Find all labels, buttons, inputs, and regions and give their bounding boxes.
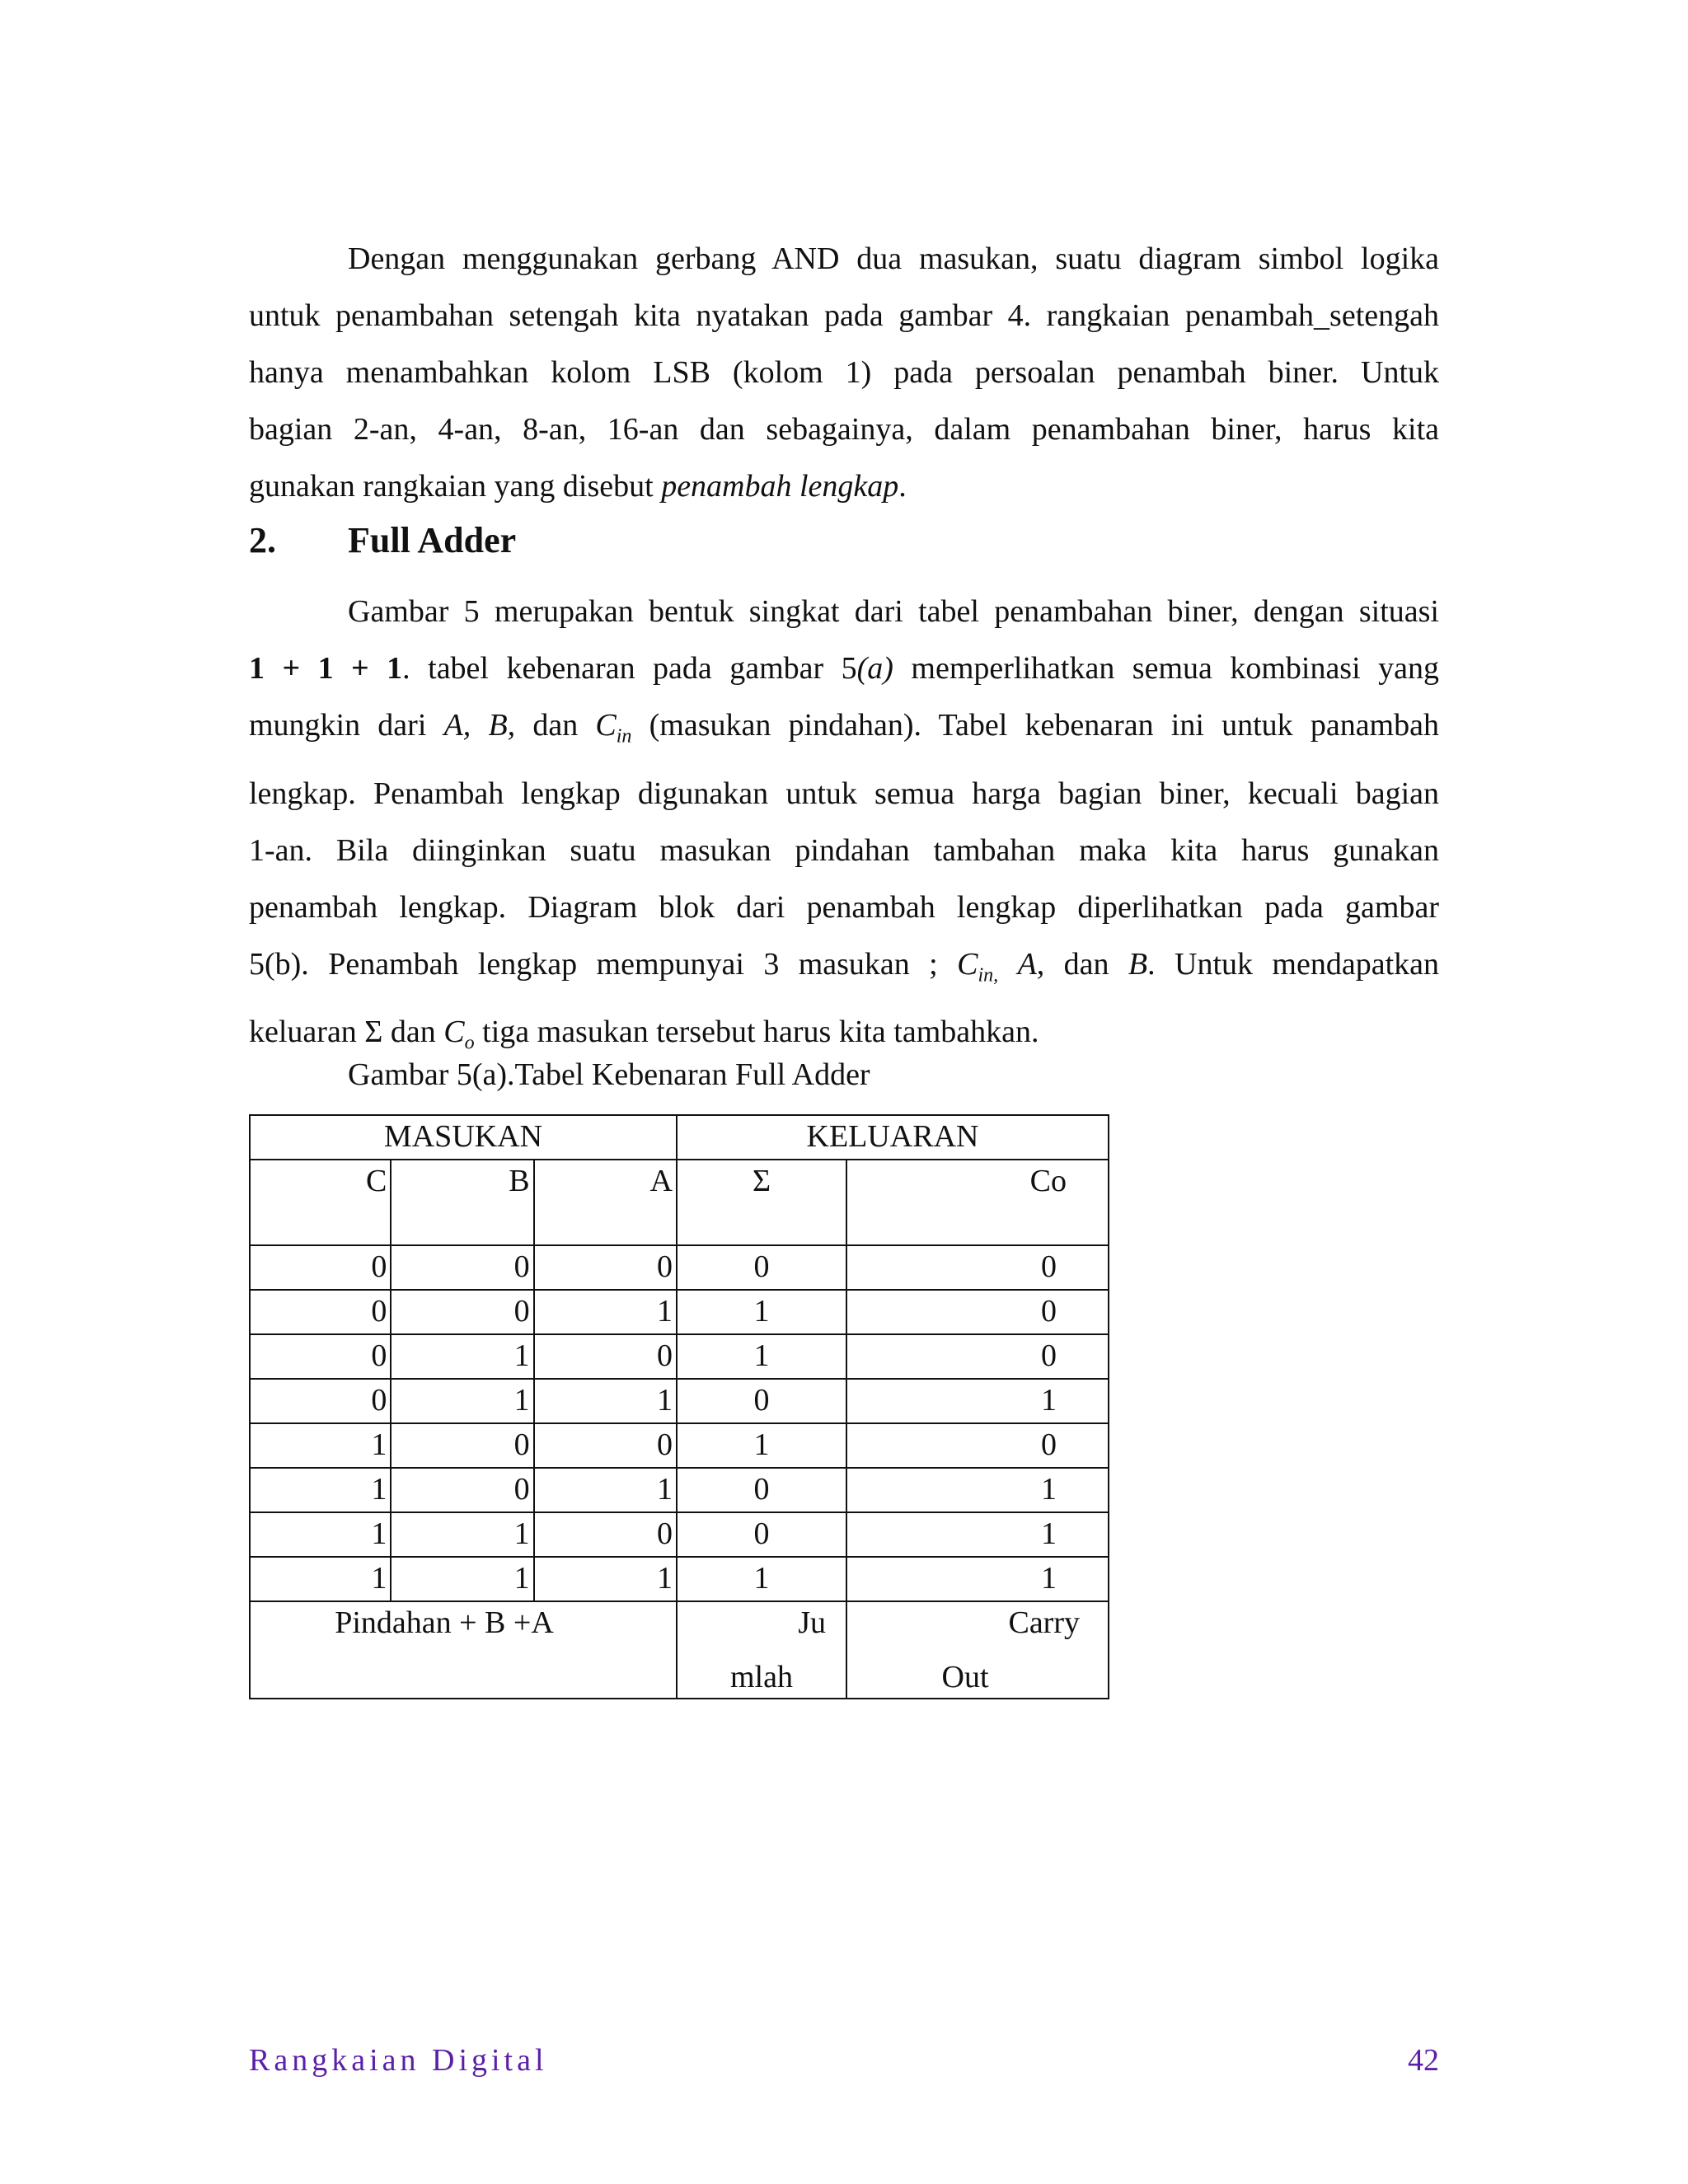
header-a: A: [534, 1160, 677, 1245]
table-caption: Gambar 5(a).Tabel Kebenaran Full Adder: [348, 1057, 870, 1092]
header-b: B: [391, 1160, 533, 1245]
footer-carry-line1: Carry: [1008, 1605, 1080, 1640]
italic-term: A, B,: [443, 708, 516, 743]
cell-sum: 1: [677, 1290, 846, 1334]
cell-a: 0: [534, 1512, 677, 1557]
cell-b: 0: [391, 1468, 533, 1512]
paragraph-line: 1-an. Bila diinginkan suatu masukan pindahan tambahan maka kita harus gunakan: [249, 832, 1439, 868]
table-header-row: [250, 1160, 1109, 1245]
footer-book-title: Rangkaian Digital: [249, 2043, 548, 2078]
cell-carry: 0: [846, 1334, 1109, 1379]
table-row: [250, 1468, 1109, 1512]
cell-c: 1: [250, 1468, 391, 1512]
cell-sum: 0: [677, 1512, 846, 1557]
text-run: , dan: [1036, 946, 1128, 982]
paragraph-line: untuk penambahan setengah kita nyatakan pada gambar 4. rangkaian penambah_setengah: [249, 298, 1439, 333]
paragraph-line: [249, 936, 1439, 1005]
cell-c: 0: [250, 1290, 391, 1334]
italic-term: B: [1128, 946, 1148, 982]
paragraph-line: [249, 697, 1439, 766]
cell-b: 1: [391, 1334, 533, 1379]
cell-b: 1: [391, 1379, 533, 1423]
section-title: Full Adder: [348, 520, 517, 560]
subscript: in: [616, 725, 632, 748]
paragraph-line: lengkap. Penambah lengkap digunakan untuk semua harga bagian biner, kecuali bagian: [249, 776, 1439, 811]
section-number: 2.: [249, 520, 276, 560]
cell-a: 0: [534, 1334, 677, 1379]
text-run: [998, 947, 1017, 982]
cell-b: 0: [391, 1245, 533, 1290]
cell-c: 1: [250, 1423, 391, 1468]
cell-c: 0: [250, 1379, 391, 1423]
footer-sum-label: [677, 1601, 846, 1699]
cell-a: 1: [534, 1379, 677, 1423]
cell-sum: 1: [677, 1334, 846, 1379]
table-body: [250, 1245, 1109, 1601]
paragraph-line: bagian 2-an, 4-an, 8-an, 16-an dan sebagainya, dalam penambahan biner, harus kita: [249, 412, 1439, 447]
header-sum: Σ: [677, 1160, 846, 1245]
footer-sum-line2: mlah: [730, 1660, 793, 1694]
cell-a: 1: [534, 1290, 677, 1334]
cell-a: 0: [534, 1245, 677, 1290]
truth-table: [249, 1114, 1109, 1699]
text-run: memperlihatkan semua kombinasi yang: [893, 651, 1439, 686]
text-run: mungkin dari: [249, 708, 444, 743]
italic-term: C: [957, 946, 978, 982]
footer-carry-line2: Out: [941, 1660, 989, 1694]
cell-a: 0: [534, 1423, 677, 1468]
italic-term: A: [1017, 946, 1037, 982]
table-footer-row: [250, 1601, 1109, 1699]
paragraph-line: Gambar 5 merupakan bentuk singkat dari tabel penambahan biner, dengan situasi: [348, 594, 1439, 629]
header-c: C: [250, 1160, 391, 1245]
cell-b: 0: [391, 1423, 533, 1468]
text-run: 5(b). Penambah lengkap mempunyai 3 masukan ;: [249, 946, 958, 982]
cell-b: 1: [391, 1512, 533, 1557]
cell-sum: 0: [677, 1245, 846, 1290]
cell-carry: 1: [846, 1512, 1109, 1557]
bold-expression: 1 + 1 + 1: [249, 651, 403, 686]
paragraph-line: [249, 458, 1439, 515]
paragraph-line: penambah lengkap. Diagram blok dari penambah lengkap diperlihatkan pada gambar: [249, 889, 1439, 925]
text-run: gunakan rangkaian yang disebut: [249, 469, 662, 504]
paragraph-line: Dengan menggunakan gerbang AND dua masukan, suatu diagram simbol logika: [348, 241, 1439, 276]
text-run: . Untuk mendapatkan: [1147, 946, 1439, 982]
cell-c: 0: [250, 1245, 391, 1290]
cell-carry: 0: [846, 1245, 1109, 1290]
subscript: o: [464, 1032, 475, 1054]
cell-sum: 1: [677, 1423, 846, 1468]
cell-carry: 1: [846, 1468, 1109, 1512]
cell-b: 1: [391, 1557, 533, 1601]
table-row: [250, 1334, 1109, 1379]
table-row: [250, 1290, 1109, 1334]
page-number: 42: [1408, 2043, 1439, 2078]
cell-a: 1: [534, 1468, 677, 1512]
section-heading: [249, 519, 516, 561]
text-run: . tabel kebenaran pada gambar 5: [402, 651, 857, 686]
cell-b: 0: [391, 1290, 533, 1334]
cell-c: 1: [250, 1557, 391, 1601]
italic-term: (a): [856, 651, 893, 686]
group-header-inputs: MASUKAN: [250, 1115, 677, 1160]
table-row: [250, 1423, 1109, 1468]
cell-sum: 0: [677, 1468, 846, 1512]
cell-carry: 1: [846, 1557, 1109, 1601]
subscript: in,: [978, 964, 999, 987]
paragraph-line: hanya menambahkan kolom LSB (kolom 1) pada persoalan penambah biner. Untuk: [249, 355, 1439, 390]
paragraph-line: [249, 640, 1439, 697]
group-header-outputs: KELUARAN: [677, 1115, 1109, 1160]
text-run: tiga masukan tersebut harus kita tambahkan.: [474, 1015, 1039, 1050]
cell-sum: 1: [677, 1557, 846, 1601]
cell-c: 0: [250, 1334, 391, 1379]
table-row: [250, 1557, 1109, 1601]
cell-carry: 0: [846, 1423, 1109, 1468]
cell-sum: 0: [677, 1379, 846, 1423]
cell-carry: 0: [846, 1290, 1109, 1334]
cell-a: 1: [534, 1557, 677, 1601]
text-run: keluaran Σ dan: [249, 1015, 444, 1050]
footer-sum-line1: Ju: [798, 1605, 826, 1640]
footer-carry-label: [846, 1601, 1109, 1699]
table-group-header-row: [250, 1115, 1109, 1160]
italic-term: penambah lengkap: [661, 469, 899, 504]
cell-carry: 1: [846, 1379, 1109, 1423]
italic-term: C: [443, 1015, 465, 1050]
paragraph-half-adder: [249, 231, 1439, 515]
text-run: (masukan pindahan). Tabel kebenaran ini untuk panambah: [631, 708, 1439, 743]
table-row: [250, 1512, 1109, 1557]
text-run: dan: [515, 708, 596, 743]
paragraph-full-adder: [249, 583, 1439, 1072]
table-row: [250, 1379, 1109, 1423]
table-row: [250, 1245, 1109, 1290]
italic-term: C: [595, 708, 617, 743]
cell-c: 1: [250, 1512, 391, 1557]
text-run: .: [898, 469, 907, 504]
footer-inputs-label: Pindahan + B +A: [250, 1601, 677, 1699]
header-carry: Co: [846, 1160, 1109, 1245]
